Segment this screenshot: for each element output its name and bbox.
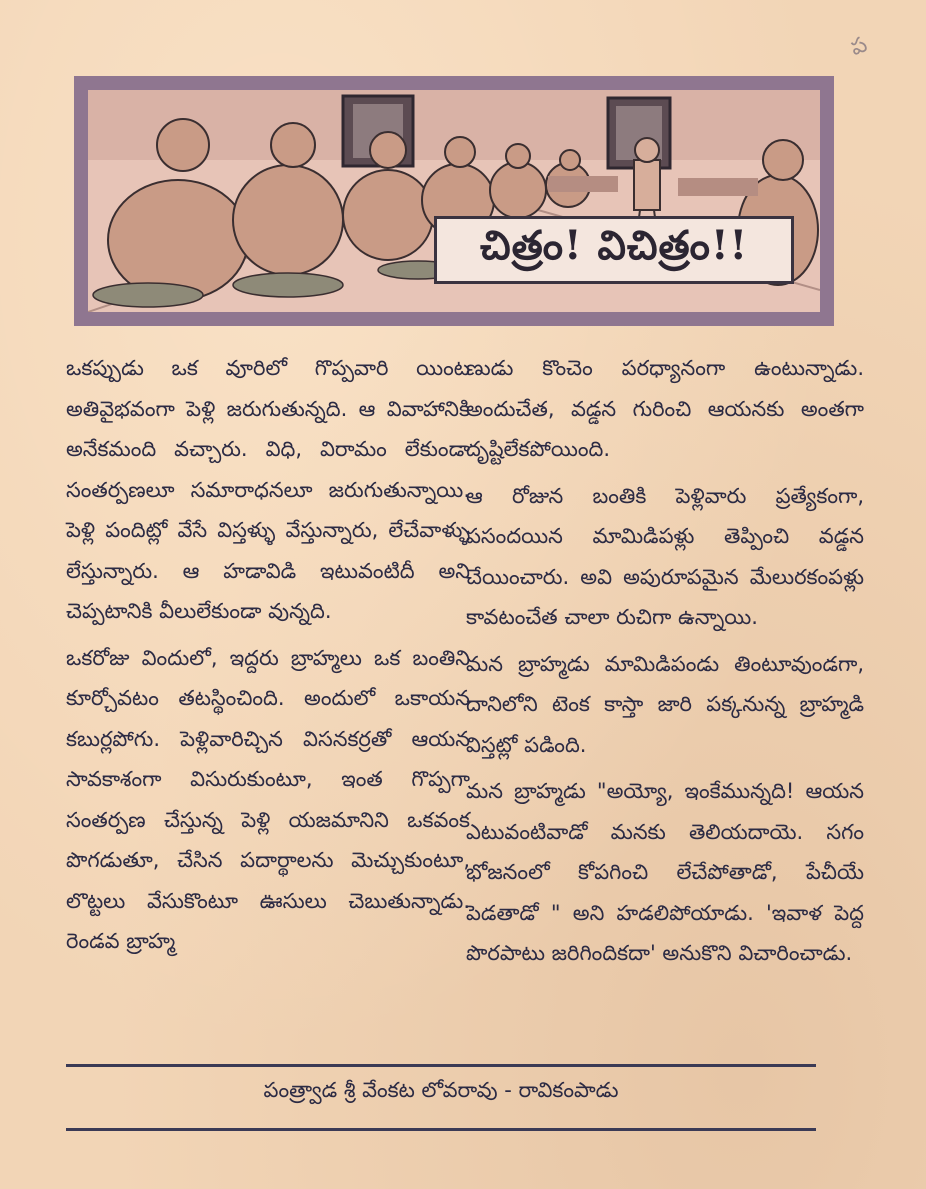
feast-illustration	[88, 90, 820, 312]
header-banner	[74, 76, 834, 326]
paragraph: మన బ్రాహ్మడు "అయ్యో, ఇంకేమున్నది! ఆయన ఎటువంటివాడో మనకు తెలియదాయె. సగం భోజనంలో కోపగించి లేచేపోతాడో, పేచీయే పెడతాడో " అని హడలిపోయాడు. 'ఇవాళ పెద్ద పొరపాటు జరిగిందికదా' అనుకొని విచారించాడు.	[466, 779, 864, 965]
paragraph: ఒకప్పుడు ఒక వూరిలో గొప్పవారి యింట అతివైభవంగా పెళ్లి జరుగుతున్నది. ఆ వివాహానికి అనేకమంది వచ్చారు. విధి, విరామం లేకుండా సంతర్పణలూ సమారాధనలూ జరుగుతున్నాయి. పెళ్లి పందిట్లో వేసే విస్తళ్ళు వేస్తున్నారు, లేచేవాళ్ళు లేస్తున్నారు. ఆ హడావిడి ఇటువంటిదీ అని చెప్పటానికి వీలులేకుండా వున్నది.	[66, 356, 470, 623]
author-credit: పంత్ర్వాడ శ్రీ వేంకట లోవరావు - రావికంపాడు	[263, 1078, 619, 1102]
article-right-column	[466, 348, 864, 980]
paragraph: ఒకరోజు విందులో, ఇద్దరు బ్రాహ్మలు ఒక బంతిని కూర్చోవటం తటస్థించింది. అందులో ఒకాయన కబుర్లపోగు. పెళ్లివారిచ్చిన విసనకర్రతో ఆయన సావకాశంగా విసురుకుంటూ, ఇంత గొప్పగా సంతర్పణ చేస్తున్న పెళ్లి యజమానిని ఒకవంక పొగడుతూ, చేసిన పదార్థాలను మెచ్చుకుంటూ, లొట్టలు వేసుకొంటూ ఊసులు చెబుతున్నాడు. రెండవ బ్రాహ్మ	[66, 645, 470, 953]
paragraph: ఆ రోజున బంతికి పెళ్లివారు ప్రత్యేకంగా, పసందయిన మామిడిపళ్లు తెప్పించి వడ్డన చేయించారు. అవి అపురూపమైన మేలురకంపళ్లు కావటంచేత చాలా రుచిగా ఉన్నాయి.	[466, 483, 864, 629]
paragraph: ణుడు కొంచెం పరధ్యానంగా ఉంటున్నాడు. అందుచేత, వడ్డన గురించి ఆయనకు అంతగా దృష్టిలేకపోయింది.	[466, 356, 864, 461]
divider-top	[66, 1064, 816, 1067]
page-title: చిత్రం! విచిత్రం!!	[479, 221, 749, 269]
title-box	[434, 216, 794, 284]
paragraph: మన బ్రాహ్మడు మామిడిపండు తింటూవుండగా, దానిలోని టెంక కాస్తా జారి పక్కనున్న బ్రాహ్మడి విస్తట్లో పడింది.	[466, 651, 864, 757]
divider-bottom	[66, 1128, 816, 1131]
corner-mark: ప	[847, 32, 871, 62]
article-left-column	[66, 348, 470, 968]
